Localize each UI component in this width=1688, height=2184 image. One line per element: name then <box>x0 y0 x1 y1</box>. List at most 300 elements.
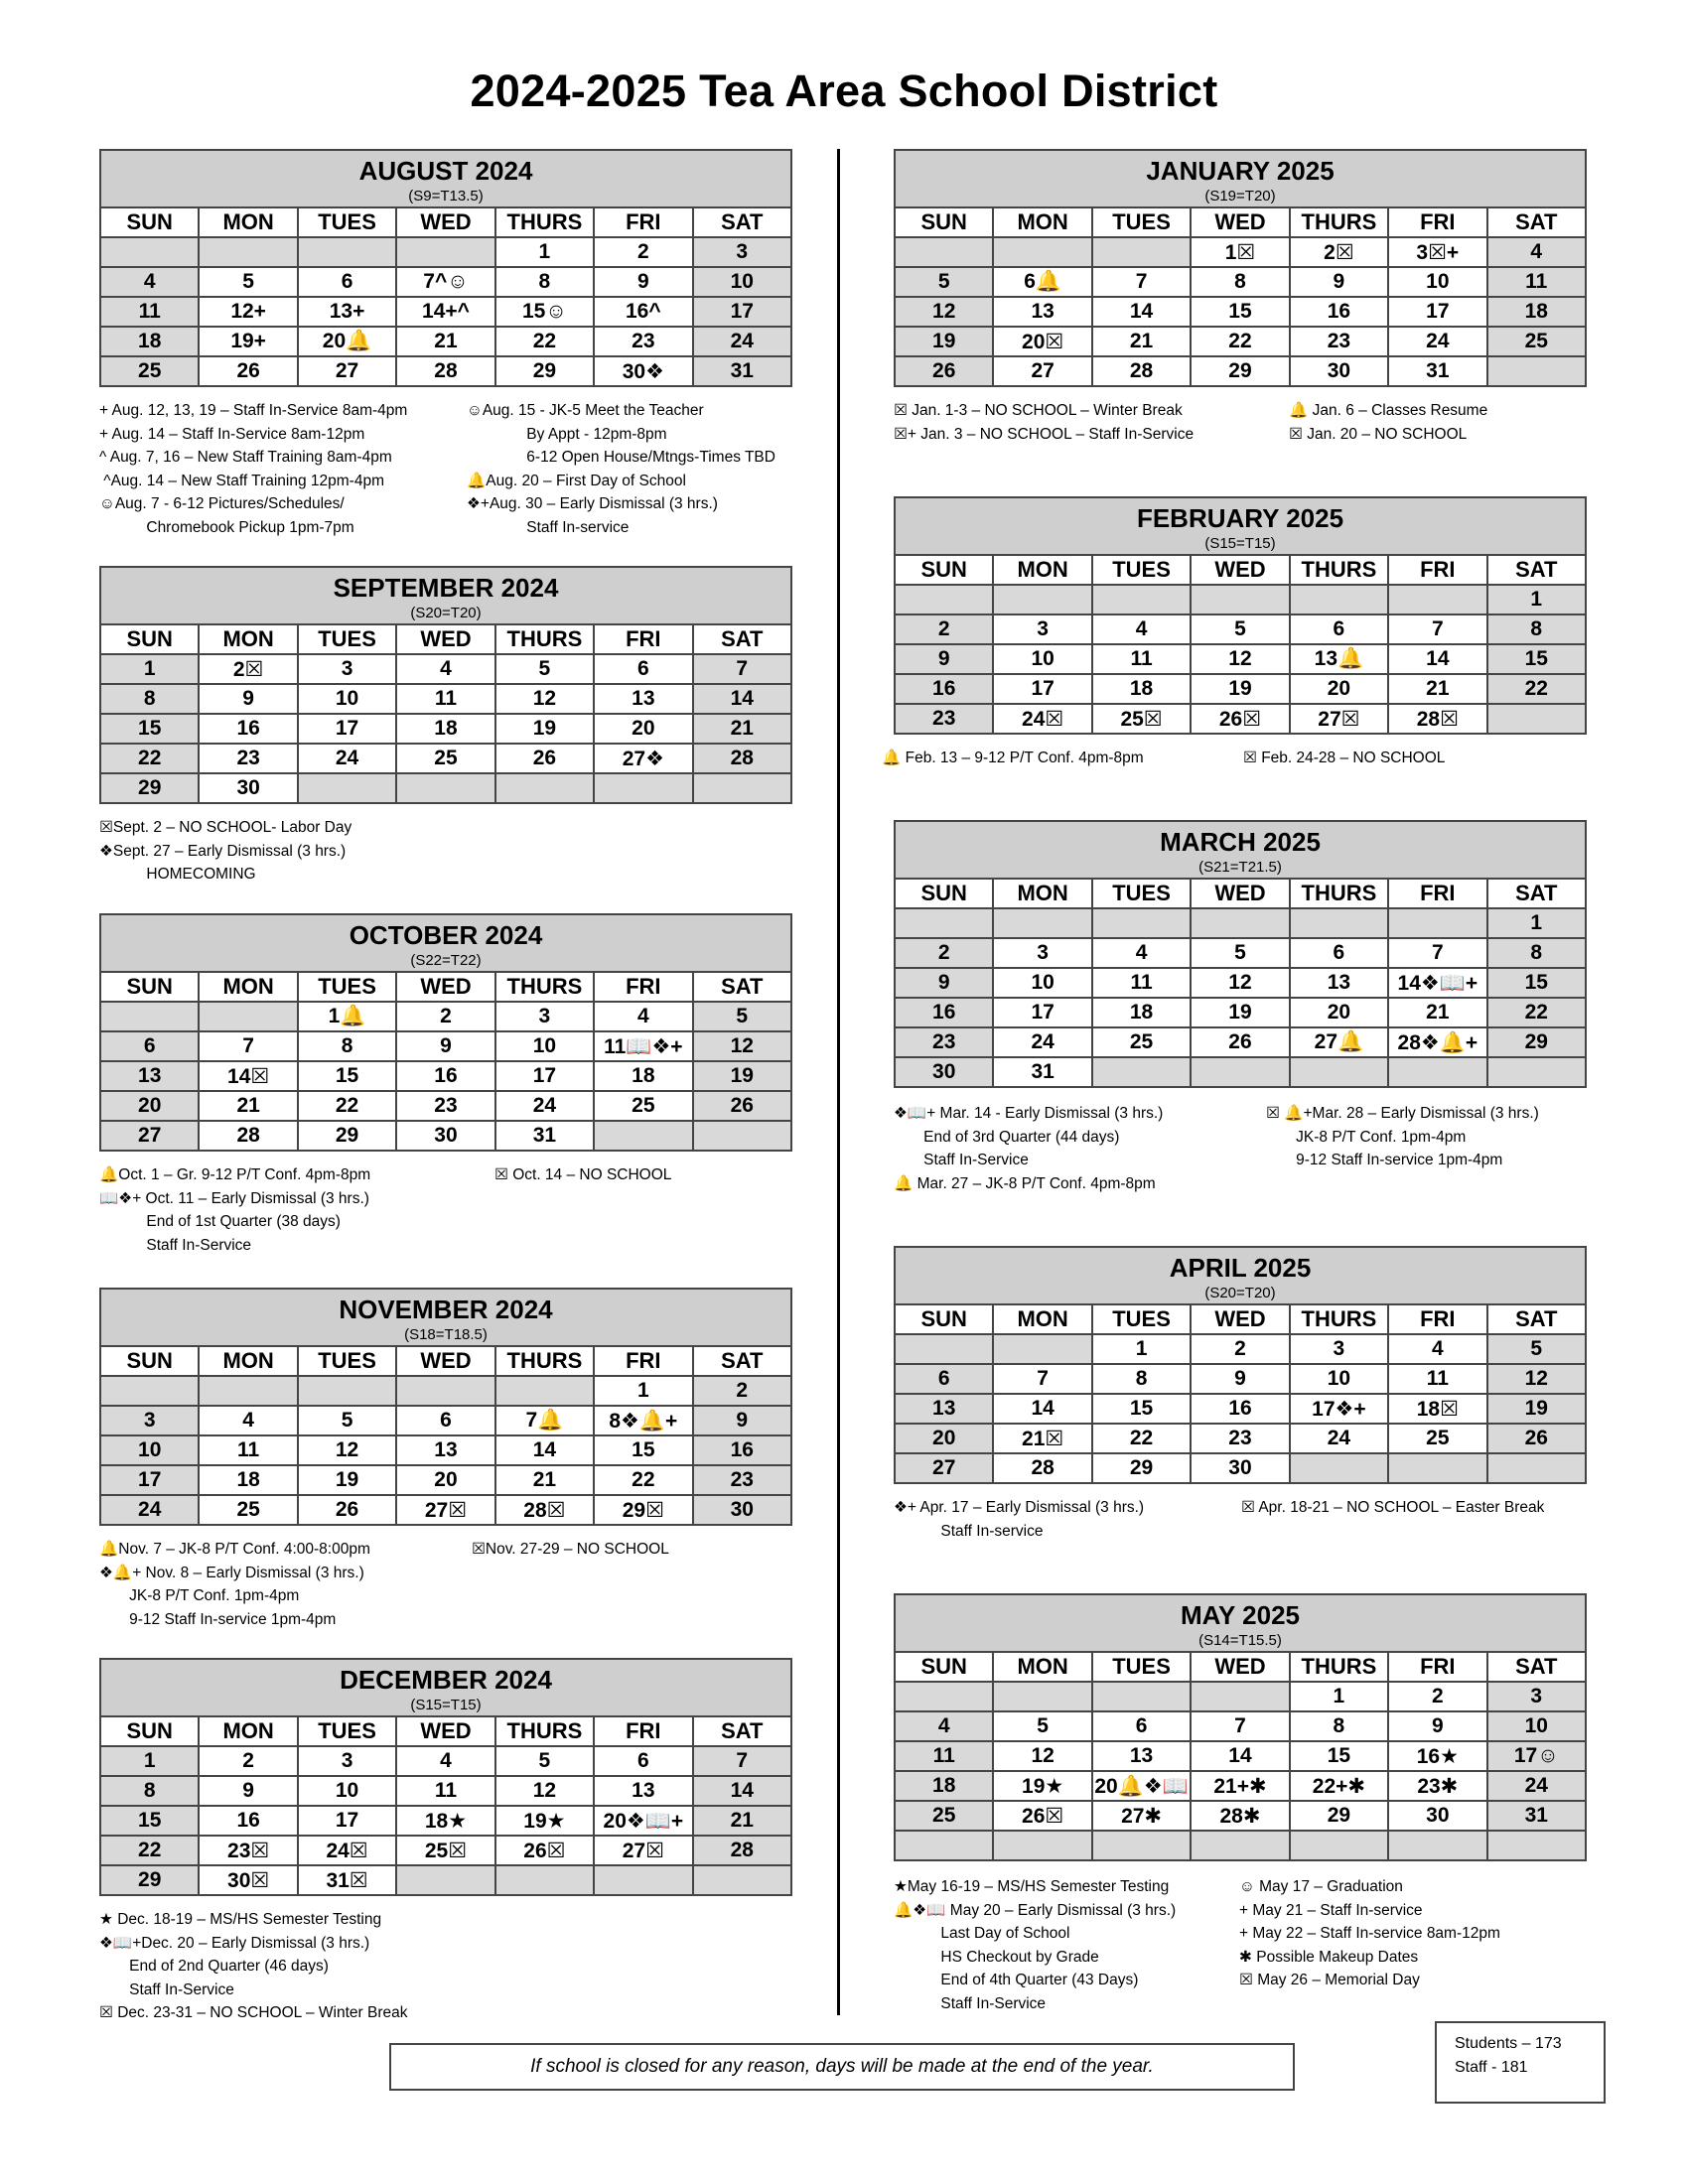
day-cell: 29 <box>1191 356 1289 386</box>
week-row <box>895 1741 1586 1771</box>
day-cell: 11📖❖+ <box>594 1031 692 1061</box>
day-cell: 27☒ <box>396 1495 494 1525</box>
day-cell: 14 <box>693 1776 791 1806</box>
week-row <box>100 327 791 356</box>
notes-september-2024 <box>99 816 352 887</box>
note-line: ☺Aug. 15 - JK-5 Meet the Teacher <box>467 402 704 419</box>
weekday-header: FRI <box>1388 879 1486 908</box>
note-line: + May 21 – Staff In-service <box>1239 1901 1423 1919</box>
note-line: ☒ Dec. 23-31 – NO SCHOOL – Winter Break <box>99 2004 408 2021</box>
day-cell: 7 <box>993 1364 1091 1394</box>
day-cell: 18 <box>199 1465 297 1495</box>
week-row <box>100 267 791 297</box>
week-row <box>895 237 1586 267</box>
day-cell: 17 <box>1388 297 1486 327</box>
empty-day-cell <box>1191 585 1289 614</box>
weekday-header: FRI <box>594 1346 692 1376</box>
empty-day-cell <box>895 1831 993 1860</box>
day-cell: 25 <box>396 744 494 773</box>
note-line: ☒ Oct. 14 – NO SCHOOL <box>494 1166 672 1183</box>
day-cell: 6 <box>1290 614 1388 644</box>
day-cell: 10 <box>298 1776 396 1806</box>
day-cell: 28 <box>993 1453 1091 1483</box>
week-row <box>100 1031 791 1061</box>
day-cell: 21☒ <box>993 1424 1091 1453</box>
day-cell: 9 <box>693 1406 791 1435</box>
empty-day-cell <box>993 1831 1091 1860</box>
month-november-2024 <box>99 1288 792 1526</box>
notes-march-2025-col2 <box>1266 1102 1539 1172</box>
empty-day-cell <box>298 773 396 803</box>
day-cell: 18 <box>396 714 494 744</box>
empty-day-cell <box>396 773 494 803</box>
day-cell: 15 <box>100 1806 199 1836</box>
note-line: End of 3rd Quarter (44 days) <box>894 1128 1120 1146</box>
empty-day-cell <box>1487 356 1586 386</box>
day-cell: 25 <box>1388 1424 1486 1453</box>
empty-day-cell <box>1290 1453 1388 1483</box>
day-cell: 21 <box>693 1806 791 1836</box>
day-cell: 5 <box>895 267 993 297</box>
month-name: DECEMBER 2024 <box>100 1659 791 1696</box>
weekday-header: WED <box>396 207 494 237</box>
day-cell: 29 <box>1487 1027 1586 1057</box>
notes-january-2025-col2 <box>1289 399 1487 446</box>
notes-december-2024 <box>99 1908 408 2025</box>
month-august-2024 <box>99 149 792 387</box>
day-cell: 24 <box>495 1091 594 1121</box>
day-cell: 5 <box>495 1746 594 1776</box>
day-cell: 29☒ <box>594 1495 692 1525</box>
month-day-count: (S20=T20) <box>895 1284 1586 1304</box>
day-cell: 25 <box>594 1091 692 1121</box>
week-row <box>895 644 1586 674</box>
note-line: ☒ 🔔+Mar. 28 – Early Dismissal (3 hrs.) <box>1266 1105 1539 1122</box>
empty-day-cell <box>199 1376 297 1406</box>
day-cell: 15 <box>1487 644 1586 674</box>
week-row <box>895 1334 1586 1364</box>
day-cell: 6 <box>100 1031 199 1061</box>
day-cell: 12 <box>693 1031 791 1061</box>
day-cell: 8 <box>100 1776 199 1806</box>
day-cell: 4 <box>396 1746 494 1776</box>
empty-day-cell <box>1388 1831 1486 1860</box>
day-cell: 20🔔 <box>298 327 396 356</box>
weekday-header: THURS <box>1290 879 1388 908</box>
note-line: JK-8 P/T Conf. 1pm-4pm <box>99 1587 300 1604</box>
day-cell: 11 <box>199 1435 297 1465</box>
day-cell: 4 <box>594 1002 692 1031</box>
month-name: OCTOBER 2024 <box>100 914 791 951</box>
week-row <box>895 674 1586 704</box>
day-cell: 24 <box>100 1495 199 1525</box>
month-may-2025 <box>894 1593 1587 1861</box>
day-cell: 18 <box>1487 297 1586 327</box>
day-cell: 3 <box>298 1746 396 1776</box>
day-cell: 9 <box>1388 1711 1486 1741</box>
month-day-count: (S9=T13.5) <box>100 187 791 207</box>
weekday-header: THURS <box>1290 1652 1388 1682</box>
empty-day-cell <box>693 1865 791 1895</box>
weekday-header: THURS <box>495 207 594 237</box>
empty-day-cell <box>993 908 1091 938</box>
notes-august-2024 <box>99 399 407 539</box>
day-cell: 30 <box>895 1057 993 1087</box>
day-cell: 3 <box>1290 1334 1388 1364</box>
weekday-header: MON <box>993 555 1091 585</box>
note-line: 9-12 Staff In-service 1pm-4pm <box>1266 1152 1503 1168</box>
weekday-header: THURS <box>495 1346 594 1376</box>
day-cell: 27 <box>895 1453 993 1483</box>
day-cell: 14 <box>1092 297 1191 327</box>
weekday-header: WED <box>1191 879 1289 908</box>
month-day-count: (S19=T20) <box>895 187 1586 207</box>
week-row <box>100 1406 791 1435</box>
day-cell: 17 <box>298 714 396 744</box>
week-row <box>100 744 791 773</box>
day-cell: 27✱ <box>1092 1801 1191 1831</box>
weekday-header: SUN <box>100 207 199 237</box>
week-row <box>100 297 791 327</box>
week-row <box>895 1027 1586 1057</box>
day-cell: 28 <box>693 744 791 773</box>
day-cell: 17☺ <box>1487 1741 1586 1771</box>
weekday-header: WED <box>1191 1304 1289 1334</box>
weekday-header: SUN <box>100 972 199 1002</box>
month-september-2024 <box>99 566 792 804</box>
empty-day-cell <box>895 585 993 614</box>
weekday-header: WED <box>396 972 494 1002</box>
empty-day-cell <box>1487 1453 1586 1483</box>
day-cell: 15☺ <box>495 297 594 327</box>
day-cell: 14 <box>495 1435 594 1465</box>
weekday-header: TUES <box>298 1346 396 1376</box>
day-cell: 9 <box>199 684 297 714</box>
day-cell: 2 <box>693 1376 791 1406</box>
day-cell: 7 <box>1191 1711 1289 1741</box>
day-cell: 27 <box>993 356 1091 386</box>
day-cell: 25☒ <box>396 1836 494 1865</box>
note-line: ☒ Jan. 20 – NO SCHOOL <box>1289 425 1468 443</box>
day-cell: 9 <box>396 1031 494 1061</box>
notes-february-2025-col2 <box>1243 747 1445 770</box>
month-name: MAY 2025 <box>895 1594 1586 1631</box>
month-name: FEBRUARY 2025 <box>895 497 1586 534</box>
day-cell: 17 <box>993 998 1091 1027</box>
day-cell: 19★ <box>993 1771 1091 1801</box>
day-cell: 31 <box>1388 356 1486 386</box>
weekday-header: FRI <box>594 1716 692 1746</box>
note-line: ^ Aug. 7, 16 – New Staff Training 8am-4pm <box>99 449 392 466</box>
day-cell: 16 <box>895 998 993 1027</box>
weekday-header: TUES <box>298 624 396 654</box>
empty-day-cell <box>1290 1831 1388 1860</box>
day-cell: 22 <box>100 744 199 773</box>
week-row <box>100 1495 791 1525</box>
day-cell: 23 <box>1290 327 1388 356</box>
note-line: 🔔Oct. 1 – Gr. 9-12 P/T Conf. 4pm-8pm <box>99 1166 371 1183</box>
day-cell: 25 <box>100 356 199 386</box>
calendar-table <box>894 149 1587 387</box>
empty-day-cell <box>100 1002 199 1031</box>
day-cell: 16 <box>1290 297 1388 327</box>
day-cell: 13 <box>594 684 692 714</box>
month-february-2025 <box>894 496 1587 735</box>
weekday-header: MON <box>199 972 297 1002</box>
day-cell: 13+ <box>298 297 396 327</box>
day-cell: 24 <box>1290 1424 1388 1453</box>
column-divider <box>837 149 840 2015</box>
day-cell: 12 <box>1487 1364 1586 1394</box>
weekday-header: MON <box>199 1346 297 1376</box>
week-row <box>895 1801 1586 1831</box>
empty-day-cell <box>895 237 993 267</box>
day-cell: 20 <box>895 1424 993 1453</box>
calendar-table <box>99 913 792 1152</box>
empty-day-cell <box>1092 1831 1191 1860</box>
day-cell: 20 <box>1290 998 1388 1027</box>
note-line: ☒ Jan. 1-3 – NO SCHOOL – Winter Break <box>894 402 1183 419</box>
notes-may-2025 <box>894 1875 1176 2015</box>
day-cell: 8❖🔔+ <box>594 1406 692 1435</box>
day-cell: 14☒ <box>199 1061 297 1091</box>
day-cell: 23 <box>1191 1424 1289 1453</box>
day-cell: 2 <box>396 1002 494 1031</box>
day-cell: 29 <box>1092 1453 1191 1483</box>
empty-day-cell <box>1191 908 1289 938</box>
day-cell: 4 <box>1388 1334 1486 1364</box>
note-line: 🔔❖📖 May 20 – Early Dismissal (3 hrs.) <box>894 1901 1177 1919</box>
week-row <box>100 1061 791 1091</box>
week-row <box>895 356 1586 386</box>
day-cell: 7^☺ <box>396 267 494 297</box>
day-cell: 15 <box>100 714 199 744</box>
weekday-header: FRI <box>1388 1304 1486 1334</box>
day-cell: 24☒ <box>993 704 1091 734</box>
day-cell: 12 <box>993 1741 1091 1771</box>
weekday-header: MON <box>199 1716 297 1746</box>
empty-day-cell <box>1290 1057 1388 1087</box>
note-line: ☒+ Jan. 3 – NO SCHOOL – Staff In-Service <box>894 425 1195 443</box>
day-cell: 16^ <box>594 297 692 327</box>
weekday-header: WED <box>1191 207 1289 237</box>
day-cell: 21 <box>1388 998 1486 1027</box>
day-cell: 2 <box>199 1746 297 1776</box>
week-row <box>895 327 1586 356</box>
weekday-header: SUN <box>895 879 993 908</box>
empty-day-cell <box>1092 1682 1191 1711</box>
day-cell: 28 <box>693 1836 791 1865</box>
note-line: ❖📖+ Mar. 14 - Early Dismissal (3 hrs.) <box>894 1105 1164 1122</box>
day-cell: 30 <box>1388 1801 1486 1831</box>
empty-day-cell <box>1092 585 1191 614</box>
day-cell: 1 <box>1092 1334 1191 1364</box>
weekday-header: FRI <box>594 972 692 1002</box>
month-day-count: (S15=T15) <box>895 534 1586 555</box>
day-cell: 28✱ <box>1191 1801 1289 1831</box>
day-cell: 11 <box>1487 267 1586 297</box>
notes-april-2025 <box>894 1496 1144 1543</box>
week-row <box>895 1057 1586 1087</box>
week-row <box>100 1836 791 1865</box>
week-row <box>895 297 1586 327</box>
note-line: Staff In-service <box>467 518 630 536</box>
day-cell: 5 <box>495 654 594 684</box>
note-line: 📖❖+ Oct. 11 – Early Dismissal (3 hrs.) <box>99 1189 369 1207</box>
calendar-table <box>894 496 1587 735</box>
day-cell: 22 <box>495 327 594 356</box>
day-cell: 2 <box>594 237 692 267</box>
day-cell: 28 <box>199 1121 297 1151</box>
weekday-header: MON <box>993 207 1091 237</box>
day-cell: 22+✱ <box>1290 1771 1388 1801</box>
day-cell: 29 <box>298 1121 396 1151</box>
day-cell: 6 <box>298 267 396 297</box>
day-cell: 15 <box>594 1435 692 1465</box>
week-row <box>895 1364 1586 1394</box>
day-cell: 16 <box>199 714 297 744</box>
day-cell: 4 <box>396 654 494 684</box>
month-january-2025 <box>894 149 1587 387</box>
day-cell: 22 <box>1092 1424 1191 1453</box>
day-cell: 20☒ <box>993 327 1091 356</box>
month-name: SEPTEMBER 2024 <box>100 567 791 604</box>
empty-day-cell <box>594 1865 692 1895</box>
note-line: ☺ May 17 – Graduation <box>1239 1878 1403 1895</box>
weekday-header: MON <box>993 1652 1091 1682</box>
day-cell: 8 <box>1487 938 1586 968</box>
weekday-header: TUES <box>298 207 396 237</box>
day-cell: 15 <box>1092 1394 1191 1424</box>
notes-november-2024-col2 <box>472 1538 669 1562</box>
month-day-count: (S14=T15.5) <box>895 1631 1586 1652</box>
day-cell: 28 <box>396 356 494 386</box>
note-line: ☒Sept. 2 – NO SCHOOL- Labor Day <box>99 819 352 836</box>
weekday-header: SAT <box>693 972 791 1002</box>
day-cell: 8 <box>1290 1711 1388 1741</box>
day-cell: 6🔔 <box>993 267 1091 297</box>
notes-october-2024 <box>99 1163 370 1257</box>
empty-day-cell <box>396 237 494 267</box>
day-cell: 9 <box>199 1776 297 1806</box>
day-cell: 4 <box>100 267 199 297</box>
day-cell: 9 <box>1290 267 1388 297</box>
day-cell: 5 <box>1487 1334 1586 1364</box>
month-day-count: (S20=T20) <box>100 604 791 624</box>
month-name: JANUARY 2025 <box>895 150 1586 187</box>
day-cell: 14+^ <box>396 297 494 327</box>
note-line: JK-8 P/T Conf. 1pm-4pm <box>1266 1128 1467 1146</box>
empty-day-cell <box>495 1865 594 1895</box>
note-line: ☒Nov. 27-29 – NO SCHOOL <box>472 1541 669 1558</box>
day-cell: 21 <box>495 1465 594 1495</box>
note-line: 🔔 Jan. 6 – Classes Resume <box>1289 402 1488 419</box>
day-cell: 14 <box>1388 644 1486 674</box>
day-cell: 19 <box>693 1061 791 1091</box>
note-line: Chromebook Pickup 1pm-7pm <box>99 518 354 536</box>
counts-box <box>1435 2021 1606 2104</box>
day-cell: 30 <box>693 1495 791 1525</box>
day-cell: 2☒ <box>199 654 297 684</box>
empty-day-cell <box>199 237 297 267</box>
weekday-header: SUN <box>100 624 199 654</box>
day-cell: 26 <box>895 356 993 386</box>
day-cell: 29 <box>1290 1801 1388 1831</box>
day-cell: 27 <box>298 356 396 386</box>
day-cell: 30 <box>396 1121 494 1151</box>
day-cell: 7🔔 <box>495 1406 594 1435</box>
day-cell: 11 <box>895 1741 993 1771</box>
day-cell: 19+ <box>199 327 297 356</box>
day-cell: 19★ <box>495 1806 594 1836</box>
month-october-2024 <box>99 913 792 1152</box>
day-cell: 21 <box>1388 674 1486 704</box>
weekday-header: THURS <box>1290 207 1388 237</box>
day-cell: 18 <box>594 1061 692 1091</box>
calendar-table <box>894 820 1587 1088</box>
empty-day-cell <box>1092 1057 1191 1087</box>
empty-day-cell <box>100 1376 199 1406</box>
calendar-table <box>894 1246 1587 1484</box>
week-row <box>100 714 791 744</box>
week-row <box>895 1424 1586 1453</box>
week-row <box>100 1091 791 1121</box>
day-cell: 24 <box>1388 327 1486 356</box>
empty-day-cell <box>895 1334 993 1364</box>
day-cell: 13🔔 <box>1290 644 1388 674</box>
note-line: 9-12 Staff In-service 1pm-4pm <box>99 1610 337 1628</box>
day-cell: 28 <box>1092 356 1191 386</box>
weekday-header: MON <box>993 879 1091 908</box>
notes-may-2025-col2 <box>1239 1875 1500 1992</box>
empty-day-cell <box>1388 1453 1486 1483</box>
day-cell: 9 <box>594 267 692 297</box>
weekday-header: THURS <box>495 972 594 1002</box>
empty-day-cell <box>895 1682 993 1711</box>
weekday-header: SAT <box>693 207 791 237</box>
day-cell: 14❖📖+ <box>1388 968 1486 998</box>
day-cell: 1🔔 <box>298 1002 396 1031</box>
day-cell: 31 <box>495 1121 594 1151</box>
day-cell: 4 <box>1092 614 1191 644</box>
day-cell: 17 <box>495 1061 594 1091</box>
note-line: + Aug. 14 – Staff In-Service 8am-12pm <box>99 425 365 443</box>
weekday-header: SAT <box>693 1346 791 1376</box>
day-cell: 13 <box>1092 1741 1191 1771</box>
note-line: ❖Sept. 27 – Early Dismissal (3 hrs.) <box>99 842 347 860</box>
day-cell: 19 <box>495 714 594 744</box>
day-cell: 12 <box>495 684 594 714</box>
day-cell: 11 <box>396 684 494 714</box>
day-cell: 7 <box>1388 614 1486 644</box>
week-row <box>895 1394 1586 1424</box>
note-line: 6-12 Open House/Mtngs-Times TBD <box>467 449 775 466</box>
day-cell: 6 <box>594 654 692 684</box>
weekday-header: SUN <box>895 555 993 585</box>
weekday-header: TUES <box>1092 1304 1191 1334</box>
day-cell: 25 <box>895 1801 993 1831</box>
weekday-header: TUES <box>1092 207 1191 237</box>
week-row <box>895 1453 1586 1483</box>
day-cell: 10 <box>1290 1364 1388 1394</box>
day-cell: 8 <box>100 684 199 714</box>
day-cell: 2 <box>895 938 993 968</box>
day-cell: 22 <box>298 1091 396 1121</box>
weekday-header: SUN <box>100 1716 199 1746</box>
day-cell: 10 <box>495 1031 594 1061</box>
day-cell: 6 <box>895 1364 993 1394</box>
day-cell: 12 <box>298 1435 396 1465</box>
